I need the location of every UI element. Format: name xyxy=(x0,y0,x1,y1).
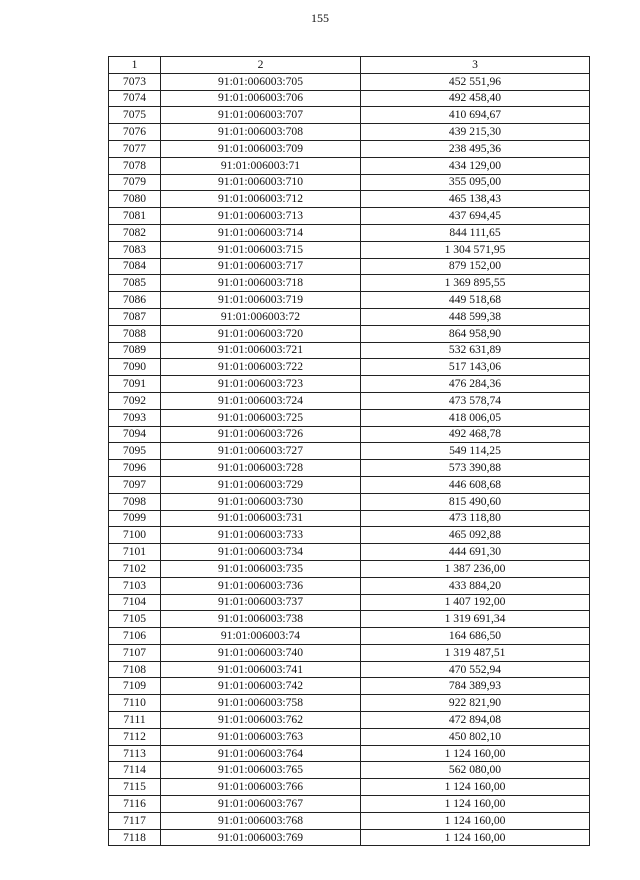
cadastral-number-cell: 91:01:006003:740 xyxy=(161,644,361,661)
value-cell: 446 608,68 xyxy=(361,476,590,493)
value-cell: 517 143,06 xyxy=(361,359,590,376)
row-number-cell: 7106 xyxy=(109,628,161,645)
row-number-cell: 7083 xyxy=(109,241,161,258)
row-number-cell: 7091 xyxy=(109,376,161,393)
table-row xyxy=(109,73,590,90)
table-row xyxy=(109,392,590,409)
value-cell: 1 304 571,95 xyxy=(361,241,590,258)
table-row xyxy=(109,460,590,477)
row-number-cell: 7097 xyxy=(109,476,161,493)
value-cell: 573 390,88 xyxy=(361,460,590,477)
cadastral-number-cell: 91:01:006003:705 xyxy=(161,73,361,90)
cadastral-number-cell: 91:01:006003:714 xyxy=(161,224,361,241)
cadastral-number-cell: 91:01:006003:74 xyxy=(161,628,361,645)
value-cell: 815 490,60 xyxy=(361,493,590,510)
cadastral-number-cell: 91:01:006003:727 xyxy=(161,443,361,460)
table-row xyxy=(109,140,590,157)
cadastral-number-cell: 91:01:006003:758 xyxy=(161,695,361,712)
cadastral-number-cell: 91:01:006003:718 xyxy=(161,275,361,292)
row-number-cell: 7082 xyxy=(109,224,161,241)
cadastral-number-cell: 91:01:006003:762 xyxy=(161,712,361,729)
row-number-cell: 7094 xyxy=(109,426,161,443)
table-row xyxy=(109,712,590,729)
value-cell: 1 407 192,00 xyxy=(361,594,590,611)
row-number-cell: 7087 xyxy=(109,308,161,325)
cadastral-number-cell: 91:01:006003:726 xyxy=(161,426,361,443)
cadastral-number-cell: 91:01:006003:709 xyxy=(161,140,361,157)
value-cell: 864 958,90 xyxy=(361,325,590,342)
value-cell: 465 092,88 xyxy=(361,527,590,544)
cadastral-number-cell: 91:01:006003:763 xyxy=(161,728,361,745)
cadastral-number-cell: 91:01:006003:710 xyxy=(161,174,361,191)
table-row xyxy=(109,90,590,107)
value-cell: 549 114,25 xyxy=(361,443,590,460)
row-number-cell: 7114 xyxy=(109,762,161,779)
table-row xyxy=(109,611,590,628)
row-number-cell: 7118 xyxy=(109,829,161,846)
table-row xyxy=(109,107,590,124)
cadastral-number-cell: 91:01:006003:733 xyxy=(161,527,361,544)
row-number-cell: 7104 xyxy=(109,594,161,611)
row-number-cell: 7100 xyxy=(109,527,161,544)
cadastral-number-cell: 91:01:006003:741 xyxy=(161,661,361,678)
row-number-cell: 7078 xyxy=(109,157,161,174)
value-cell: 562 080,00 xyxy=(361,762,590,779)
value-cell: 473 578,74 xyxy=(361,392,590,409)
value-cell: 1 124 160,00 xyxy=(361,779,590,796)
cadastral-number-cell: 91:01:006003:766 xyxy=(161,779,361,796)
value-cell: 355 095,00 xyxy=(361,174,590,191)
row-number-cell: 7090 xyxy=(109,359,161,376)
row-number-cell: 7079 xyxy=(109,174,161,191)
table-row xyxy=(109,292,590,309)
row-number-cell: 7095 xyxy=(109,443,161,460)
row-number-cell: 7081 xyxy=(109,208,161,225)
table-row xyxy=(109,661,590,678)
table-row xyxy=(109,426,590,443)
table-row xyxy=(109,560,590,577)
table-row xyxy=(109,594,590,611)
column-header: 3 xyxy=(361,57,590,74)
row-number-cell: 7077 xyxy=(109,140,161,157)
value-cell: 448 599,38 xyxy=(361,308,590,325)
column-header: 2 xyxy=(161,57,361,74)
cadastral-number-cell: 91:01:006003:735 xyxy=(161,560,361,577)
table-row xyxy=(109,308,590,325)
row-number-cell: 7107 xyxy=(109,644,161,661)
value-cell: 922 821,90 xyxy=(361,695,590,712)
cadastral-number-cell: 91:01:006003:738 xyxy=(161,611,361,628)
table-row xyxy=(109,796,590,813)
value-cell: 452 551,96 xyxy=(361,73,590,90)
cadastral-number-cell: 91:01:006003:707 xyxy=(161,107,361,124)
row-number-cell: 7116 xyxy=(109,796,161,813)
cadastral-number-cell: 91:01:006003:731 xyxy=(161,510,361,527)
table-row xyxy=(109,510,590,527)
column-header: 1 xyxy=(109,57,161,74)
value-cell: 434 129,00 xyxy=(361,157,590,174)
table-row xyxy=(109,157,590,174)
cadastral-number-cell: 91:01:006003:767 xyxy=(161,796,361,813)
table-row xyxy=(109,644,590,661)
value-cell: 473 118,80 xyxy=(361,510,590,527)
value-cell: 1 124 160,00 xyxy=(361,812,590,829)
value-cell: 470 552,94 xyxy=(361,661,590,678)
cadastral-number-cell: 91:01:006003:729 xyxy=(161,476,361,493)
row-number-cell: 7111 xyxy=(109,712,161,729)
table-row xyxy=(109,527,590,544)
table-body xyxy=(109,73,590,846)
value-cell: 532 631,89 xyxy=(361,342,590,359)
value-cell: 465 138,43 xyxy=(361,191,590,208)
row-number-cell: 7084 xyxy=(109,258,161,275)
table-row xyxy=(109,678,590,695)
row-number-cell: 7075 xyxy=(109,107,161,124)
value-cell: 439 215,30 xyxy=(361,124,590,141)
page-number: 155 xyxy=(311,11,329,25)
table-row xyxy=(109,577,590,594)
table-row xyxy=(109,359,590,376)
row-number-cell: 7089 xyxy=(109,342,161,359)
cadastral-number-cell: 91:01:006003:717 xyxy=(161,258,361,275)
row-number-cell: 7092 xyxy=(109,392,161,409)
row-number-cell: 7101 xyxy=(109,544,161,561)
row-number-cell: 7074 xyxy=(109,90,161,107)
value-cell: 784 389,93 xyxy=(361,678,590,695)
value-cell: 164 686,50 xyxy=(361,628,590,645)
table-header-row xyxy=(109,57,590,74)
cadastral-number-cell: 91:01:006003:723 xyxy=(161,376,361,393)
table-row xyxy=(109,812,590,829)
cadastral-number-cell: 91:01:006003:71 xyxy=(161,157,361,174)
row-number-cell: 7109 xyxy=(109,678,161,695)
value-cell: 444 691,30 xyxy=(361,544,590,561)
cadastral-number-cell: 91:01:006003:725 xyxy=(161,409,361,426)
row-number-cell: 7112 xyxy=(109,728,161,745)
cadastral-number-cell: 91:01:006003:712 xyxy=(161,191,361,208)
cadastral-number-cell: 91:01:006003:769 xyxy=(161,829,361,846)
table-row xyxy=(109,258,590,275)
value-cell: 449 518,68 xyxy=(361,292,590,309)
row-number-cell: 7086 xyxy=(109,292,161,309)
row-number-cell: 7073 xyxy=(109,73,161,90)
cadastral-number-cell: 91:01:006003:713 xyxy=(161,208,361,225)
cadastral-number-cell: 91:01:006003:724 xyxy=(161,392,361,409)
table-row xyxy=(109,762,590,779)
row-number-cell: 7080 xyxy=(109,191,161,208)
cadastral-number-cell: 91:01:006003:72 xyxy=(161,308,361,325)
table-row xyxy=(109,544,590,561)
row-number-cell: 7115 xyxy=(109,779,161,796)
row-number-cell: 7093 xyxy=(109,409,161,426)
row-number-cell: 7117 xyxy=(109,812,161,829)
value-cell: 450 802,10 xyxy=(361,728,590,745)
table-row xyxy=(109,476,590,493)
row-number-cell: 7103 xyxy=(109,577,161,594)
value-cell: 1 124 160,00 xyxy=(361,796,590,813)
cadastral-number-cell: 91:01:006003:764 xyxy=(161,745,361,762)
table-row xyxy=(109,376,590,393)
value-cell: 1 319 487,51 xyxy=(361,644,590,661)
value-cell: 1 124 160,00 xyxy=(361,829,590,846)
value-cell: 1 387 236,00 xyxy=(361,560,590,577)
table-row xyxy=(109,342,590,359)
value-cell: 1 369 895,55 xyxy=(361,275,590,292)
value-cell: 433 884,20 xyxy=(361,577,590,594)
row-number-cell: 7105 xyxy=(109,611,161,628)
cadastral-number-cell: 91:01:006003:722 xyxy=(161,359,361,376)
value-cell: 410 694,67 xyxy=(361,107,590,124)
row-number-cell: 7076 xyxy=(109,124,161,141)
row-number-cell: 7099 xyxy=(109,510,161,527)
table-row xyxy=(109,174,590,191)
row-number-cell: 7085 xyxy=(109,275,161,292)
table-row xyxy=(109,325,590,342)
cadastral-number-cell: 91:01:006003:719 xyxy=(161,292,361,309)
value-cell: 1 319 691,34 xyxy=(361,611,590,628)
table-row xyxy=(109,829,590,846)
value-cell: 844 111,65 xyxy=(361,224,590,241)
table-row xyxy=(109,443,590,460)
value-cell: 437 694,45 xyxy=(361,208,590,225)
row-number-cell: 7108 xyxy=(109,661,161,678)
row-number-cell: 7088 xyxy=(109,325,161,342)
table-row xyxy=(109,493,590,510)
cadastral-number-cell: 91:01:006003:708 xyxy=(161,124,361,141)
value-cell: 418 006,05 xyxy=(361,409,590,426)
cadastral-number-cell: 91:01:006003:734 xyxy=(161,544,361,561)
cadastral-number-cell: 91:01:006003:737 xyxy=(161,594,361,611)
table-row xyxy=(109,275,590,292)
row-number-cell: 7102 xyxy=(109,560,161,577)
table-row xyxy=(109,695,590,712)
cadastral-number-cell: 91:01:006003:736 xyxy=(161,577,361,594)
value-cell: 879 152,00 xyxy=(361,258,590,275)
value-cell: 492 468,78 xyxy=(361,426,590,443)
value-cell: 1 124 160,00 xyxy=(361,745,590,762)
table-row xyxy=(109,779,590,796)
cadastral-number-cell: 91:01:006003:768 xyxy=(161,812,361,829)
table-row xyxy=(109,728,590,745)
table-row xyxy=(109,628,590,645)
table-row xyxy=(109,409,590,426)
cadastral-number-cell: 91:01:006003:742 xyxy=(161,678,361,695)
value-cell: 492 458,40 xyxy=(361,90,590,107)
row-number-cell: 7096 xyxy=(109,460,161,477)
value-cell: 476 284,36 xyxy=(361,376,590,393)
row-number-cell: 7098 xyxy=(109,493,161,510)
cadastral-number-cell: 91:01:006003:715 xyxy=(161,241,361,258)
table-row xyxy=(109,745,590,762)
table-row xyxy=(109,224,590,241)
cadastral-number-cell: 91:01:006003:728 xyxy=(161,460,361,477)
value-cell: 472 894,08 xyxy=(361,712,590,729)
cadastral-number-cell: 91:01:006003:720 xyxy=(161,325,361,342)
data-table xyxy=(108,56,590,846)
value-cell: 238 495,36 xyxy=(361,140,590,157)
cadastral-number-cell: 91:01:006003:765 xyxy=(161,762,361,779)
row-number-cell: 7110 xyxy=(109,695,161,712)
table-row xyxy=(109,241,590,258)
cadastral-number-cell: 91:01:006003:730 xyxy=(161,493,361,510)
cadastral-number-cell: 91:01:006003:706 xyxy=(161,90,361,107)
table-row xyxy=(109,124,590,141)
cadastral-number-cell: 91:01:006003:721 xyxy=(161,342,361,359)
table-row xyxy=(109,208,590,225)
row-number-cell: 7113 xyxy=(109,745,161,762)
table-row xyxy=(109,191,590,208)
